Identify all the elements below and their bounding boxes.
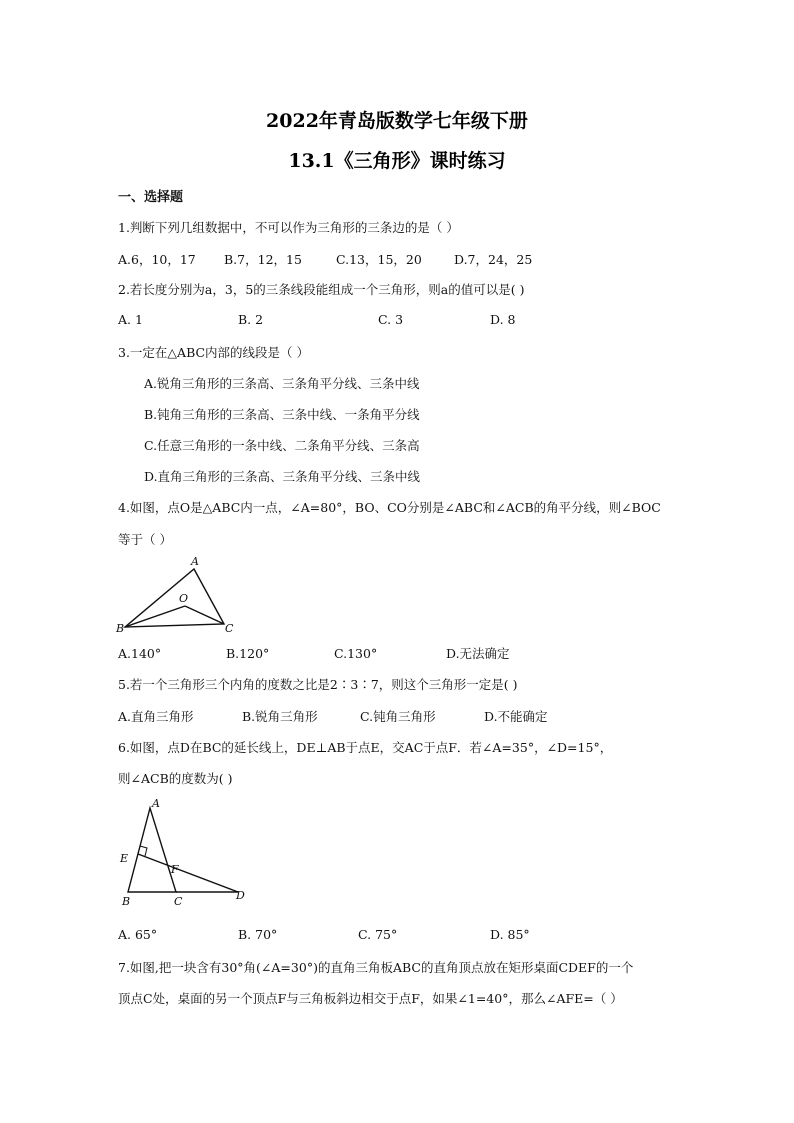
- question-6-options: [118, 927, 530, 942]
- q6-triangle-abc: [128, 808, 176, 892]
- q6-option-c: C. 75°: [358, 927, 398, 942]
- question-2-options: [118, 312, 515, 327]
- question-5-options: [118, 707, 548, 725]
- q4-label-a: A: [191, 555, 199, 568]
- question-4-stem-line-2: 等于（ ）: [118, 532, 172, 547]
- q6-segment-de: [138, 854, 238, 892]
- question-5-stem: 5.若一个三角形三个内角的度数之比是2∶3∶7，则这个三角形一定是( ): [118, 677, 518, 692]
- q2-option-c: C. 3: [378, 312, 404, 327]
- q6-label-a: A: [152, 797, 160, 810]
- q6-option-d: D. 85°: [490, 927, 530, 942]
- q4-option-c: C.130°: [334, 646, 378, 661]
- q6-label-e: E: [120, 852, 129, 865]
- q4-label-o: O: [179, 592, 189, 605]
- question-6-stem-line-2: 则∠ACB的度数为( ): [118, 771, 233, 786]
- q5-option-d: D.不能确定: [484, 709, 548, 724]
- question-6-stem-line-1: 6.如图，点D在BC的延长线上，DE⊥AB于点E，交AC于点F．若∠A=35°，∠D=15°，: [118, 740, 613, 755]
- q4-label-b: B: [116, 622, 125, 635]
- question-1-stem: 1.判断下列几组数据中，不可以作为三角形的三条边的是（ ）: [118, 220, 459, 235]
- q5-option-c: C.钝角三角形: [360, 709, 436, 724]
- q6-option-b: B. 70°: [238, 927, 278, 942]
- q2-option-a: A. 1: [118, 312, 143, 327]
- q6-triangle-figure: [114, 796, 254, 908]
- q3-option-d: D.直角三角形的三条高、三条角平分线、三条中线: [144, 469, 421, 484]
- q2-option-b: B. 2: [238, 312, 264, 327]
- q1-option-d: D.7，24，25: [454, 252, 533, 267]
- q4-option-a: A.140°: [118, 646, 162, 661]
- question-7-stem-line-1: 7.如图,把一块含有30°角(∠A=30°)的直角三角板ABC的直角顶点放在矩形桌面CDEF的一个: [118, 960, 634, 975]
- q6-label-b: B: [122, 895, 131, 908]
- question-3-stem: 3.一定在△ABC内部的线段是（ ）: [118, 345, 310, 360]
- q4-option-d: D.无法确定: [446, 646, 510, 661]
- q1-option-a: A.6，10，17: [118, 252, 196, 267]
- question-2-stem: 2.若长度分别为a，3，5的三条线段能组成一个三角形，则a的值可以是( ): [118, 282, 525, 297]
- q4-option-b: B.120°: [226, 646, 270, 661]
- q4-label-c: C: [225, 622, 234, 635]
- section-heading: 一、选择题: [118, 190, 184, 205]
- q3-option-a: A.锐角三角形的三条高、三条角平分线、三条中线: [144, 376, 420, 391]
- q5-option-b: B.锐角三角形: [242, 709, 318, 724]
- q1-option-b: B.7，12，15: [224, 252, 302, 267]
- q5-option-a: A.直角三角形: [118, 709, 194, 724]
- q6-label-c: C: [174, 895, 183, 908]
- q2-option-d: D. 8: [490, 312, 516, 327]
- question-7-stem-line-2: 顶点C处，桌面的另一个顶点F与三角板斜边相交于点F，如果∠1=40°，那么∠AFE=（ ）: [118, 991, 623, 1006]
- question-4-stem-line-1: 4.如图，点O是△ABC内一点，∠A=80°，BO、CO分别是∠ABC和∠ACB的角平分线，则∠BOC: [118, 500, 661, 515]
- q4-triangle-figure: [114, 554, 244, 636]
- question-4-options: [118, 644, 510, 662]
- q6-option-a: A. 65°: [118, 927, 158, 942]
- document-subtitle: 13.1《三角形》课时练习: [288, 150, 506, 172]
- q6-label-f: F: [171, 863, 179, 876]
- q1-option-c: C.13，15，20: [336, 252, 422, 267]
- q3-option-c: C.任意三角形的一条中线、二条角平分线、三条高: [144, 438, 420, 453]
- document-title: 2022年青岛版数学七年级下册: [266, 110, 528, 132]
- q3-option-b: B.钝角三角形的三条高、三条中线、一条角平分线: [144, 407, 420, 422]
- question-1-options: [118, 250, 532, 268]
- q6-label-d: D: [236, 889, 245, 902]
